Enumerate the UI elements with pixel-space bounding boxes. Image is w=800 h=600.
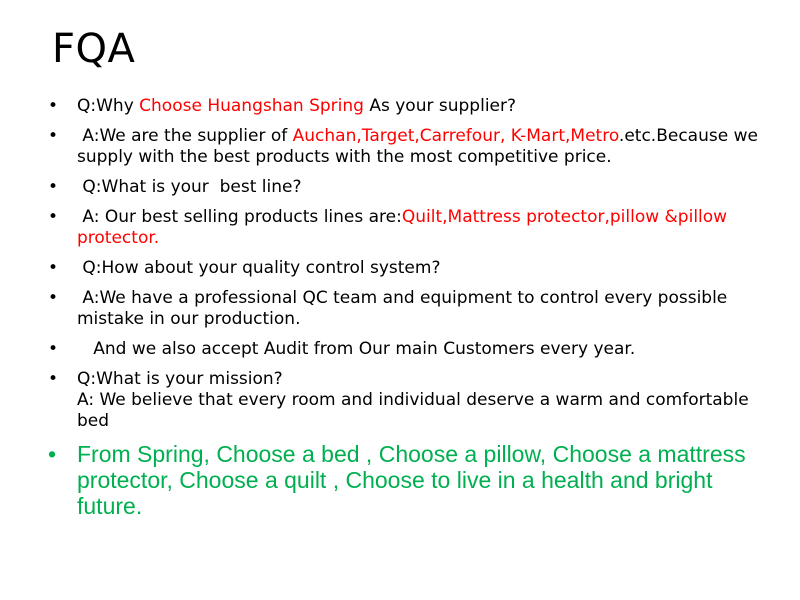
bullet-icon: • bbox=[48, 177, 59, 197]
mission-text: Q:What is your mission? A: We believe that every room and individual deserve a warm and comfortable bed bbox=[77, 369, 749, 431]
question-text: Q:Why bbox=[77, 96, 140, 116]
closing-slogan-text: From Spring, Choose a bed , Choose a pillow, Choose a mattress protector, Choose a quilt , Choose to live in a health and bright future. bbox=[77, 441, 746, 519]
faq-item-best-line-question bbox=[48, 177, 763, 198]
closing-slogan bbox=[48, 441, 763, 519]
faq-item-mission bbox=[48, 369, 763, 432]
answer-text: A: Our best selling products lines are: bbox=[77, 207, 402, 227]
faq-item-best-line-answer bbox=[48, 207, 763, 249]
highlighted-company-name: Choose Huangshan Spring bbox=[139, 96, 364, 116]
bullet-icon: • bbox=[48, 126, 59, 146]
faq-item-supplier-answer bbox=[48, 126, 763, 168]
question-text: Q:How about your quality control system? bbox=[77, 258, 441, 278]
highlighted-products: Quilt,Mattress protector,pillow &pillow protector. bbox=[77, 207, 728, 248]
highlighted-clients: Auchan,Target,Carrefour, K-Mart,Metro bbox=[292, 126, 619, 146]
faq-item-audit bbox=[48, 339, 763, 360]
faq-item-qc-question bbox=[48, 258, 763, 279]
bullet-icon: • bbox=[48, 369, 59, 389]
answer-text: A:We have a professional QC team and equipment to control every possible mistake in our production. bbox=[77, 288, 733, 329]
bullet-icon: • bbox=[48, 441, 57, 467]
slide-title: FQA bbox=[52, 26, 136, 72]
question-text-end: As your supplier? bbox=[363, 96, 517, 116]
bullet-icon: • bbox=[48, 96, 59, 116]
bullet-icon: • bbox=[48, 288, 59, 308]
question-text: Q:What is your best line? bbox=[77, 177, 302, 197]
answer-text: A:We are the supplier of bbox=[77, 126, 293, 146]
faq-bullet-list bbox=[48, 96, 763, 528]
bullet-icon: • bbox=[48, 258, 59, 278]
bullet-icon: • bbox=[48, 339, 59, 359]
answer-text: And we also accept Audit from Our main Customers every year. bbox=[77, 339, 636, 359]
faq-item-qc-answer bbox=[48, 288, 763, 330]
bullet-icon: • bbox=[48, 207, 59, 227]
faq-item-why-choose bbox=[48, 96, 763, 117]
answer-text-end: .etc.Because we supply with the best products with the most competitive price. bbox=[77, 126, 758, 167]
